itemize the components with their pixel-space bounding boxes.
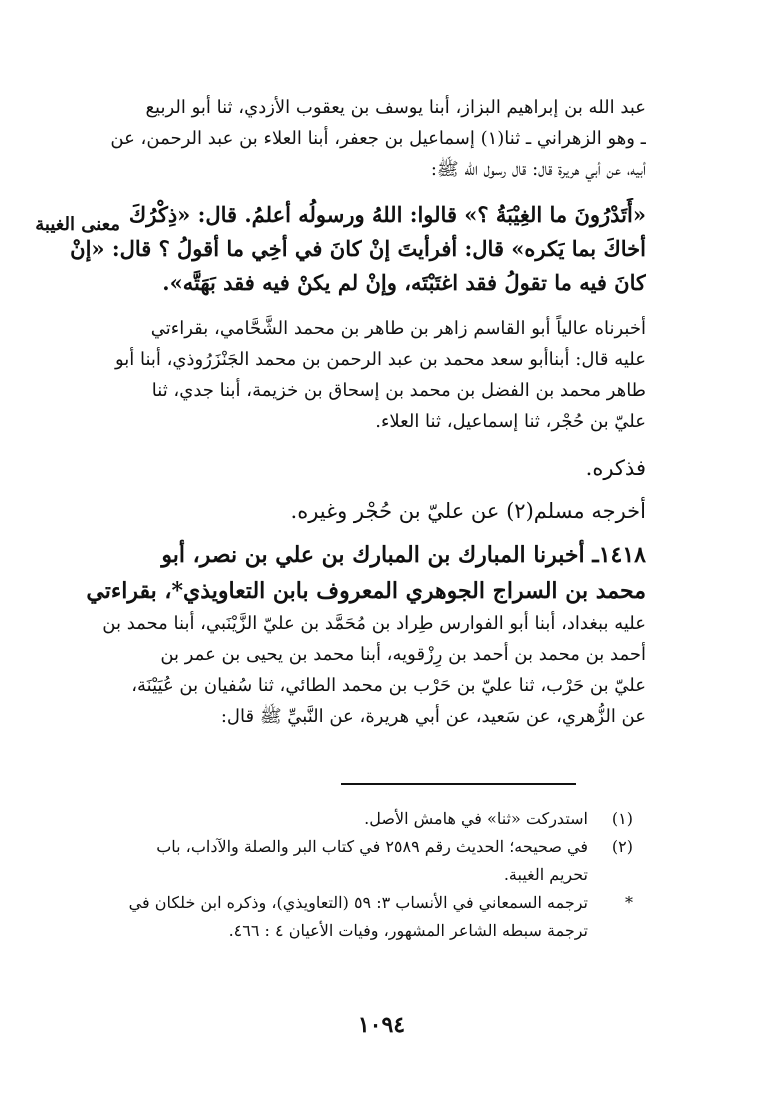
chain-line: عليّ بن حُجْر، ثنا إسماعيل، ثنا العلاء. (375, 411, 646, 432)
intro-line: ـ وهو الزهراني ـ ثنا(١) إسماعيل بن جعفر، أبنا العلاء بن عبد الرحمن، عن (110, 128, 646, 149)
intro-paragraph (56, 92, 646, 185)
footnote-mark: * (625, 893, 633, 912)
footnote-line: تحريم الغيبة. (503, 865, 588, 884)
intro-line: أبيه، عن أبي هريرة قال: قال رسول الله ﷺ: (430, 159, 646, 180)
chain-line: طاهر محمد بن الفضل بن محمد بن إسحاق بن خزيمة، أبنا جدي، ثنا (151, 380, 646, 401)
footnote-separator (341, 783, 576, 785)
footnote-line: استدركت «ثنا» في هامش الأصل. (364, 809, 588, 828)
chain-line: عليه قال: أبناأبو سعد محمد بن عبد الرحمن بن محمد الجَنْزَرُوذي، أبنا أبو (114, 349, 646, 370)
footnotes (43, 805, 633, 945)
entry-heading (56, 537, 646, 609)
entry-heading-line: محمد بن السراج الجوهري المعروف بابن التعاويذي*، بقراءتي (86, 578, 646, 604)
chain-paragraph (56, 313, 646, 437)
footnote-line: ترجمة سبطه الشاعر المشهور، وفيات الأعيان ٤ : ٤٦٦. (228, 921, 588, 940)
dhakarahu-line (56, 451, 646, 485)
entry-heading-line: ١٤١٨ـ أخبرنا المبارك بن المبارك بن علي بن نصر، أبو (161, 542, 646, 568)
chain-line: أخبرناه عالياً أبو القاسم زاهر بن طاهر بن محمد الشَّحَّامي، بقراءتي (150, 318, 646, 339)
footnote-mark: (٢) (611, 837, 633, 856)
margin-note: معنى الغيبة (35, 214, 120, 235)
hadith-line: كانَ فيه ما تقولُ فقد اغتَبْتَه، وإنْ لم يكنْ فيه فقد بَهَتَّه». (162, 270, 646, 295)
footnote-line: في صحيحه؛ الحديث رقم ٢٥٨٩ في كتاب البر والصلة والآداب، باب (156, 837, 588, 856)
footnote-mark: (١) (611, 809, 633, 828)
akhrajahu-line (56, 494, 646, 528)
hadith-paragraph (56, 198, 646, 300)
entry-line: أحمد بن محمد بن أحمد بن رِزْقويه، أبنا محمد بن يحيى بن عمر بن (160, 644, 646, 665)
akhrajahu-text: أخرجه مسلم(٢) عن عليّ بن حُجْر وغيره. (290, 499, 646, 523)
hadith-line: «أَتَدْرُونَ ما الغِيْبَةُ ؟» قالوا: اللهُ ورسولُه أعلمُ. قال: «ذِكْرُكَ (128, 202, 646, 227)
page-number: ١٠٩٤ (357, 1012, 406, 1038)
footnote-2 (43, 833, 633, 889)
intro-line: عبد الله بن إبراهيم البزاز، أبنا يوسف بن يعقوب الأزدي، ثنا أبو الربيع (145, 97, 646, 118)
entry-line: عليه ببغداد، أبنا أبو الفوارس طِراد بن مُحَمَّد بن عليّ الزَّيْنَبي، أبنا محمد بن (102, 613, 646, 634)
dhakarahu-text: فذكره. (585, 456, 646, 480)
footnote-star (43, 889, 633, 945)
footnote-line: ترجمه السمعاني في الأنساب ٣: ٥٩ (التعاويذي)، وذكره ابن خلكان في (128, 893, 588, 912)
hadith-line: أخاكَ بما يَكره» قال: أفرأيتَ إنْ كانَ في أخِي ما أقولُ ؟ قال: «إنْ (70, 236, 646, 261)
footnote-1 (43, 805, 633, 833)
entry-line: عليّ بن حَرْب، ثنا عليّ بن حَرْب بن محمد الطائي، ثنا سُفيان بن عُيَيْنَة، (131, 675, 646, 696)
entry-line: عن الزُّهري، عن سَعيد، عن أبي هريرة، عن النَّبيِّ ﷺ قال: (220, 706, 646, 727)
entry-paragraph (56, 608, 646, 732)
